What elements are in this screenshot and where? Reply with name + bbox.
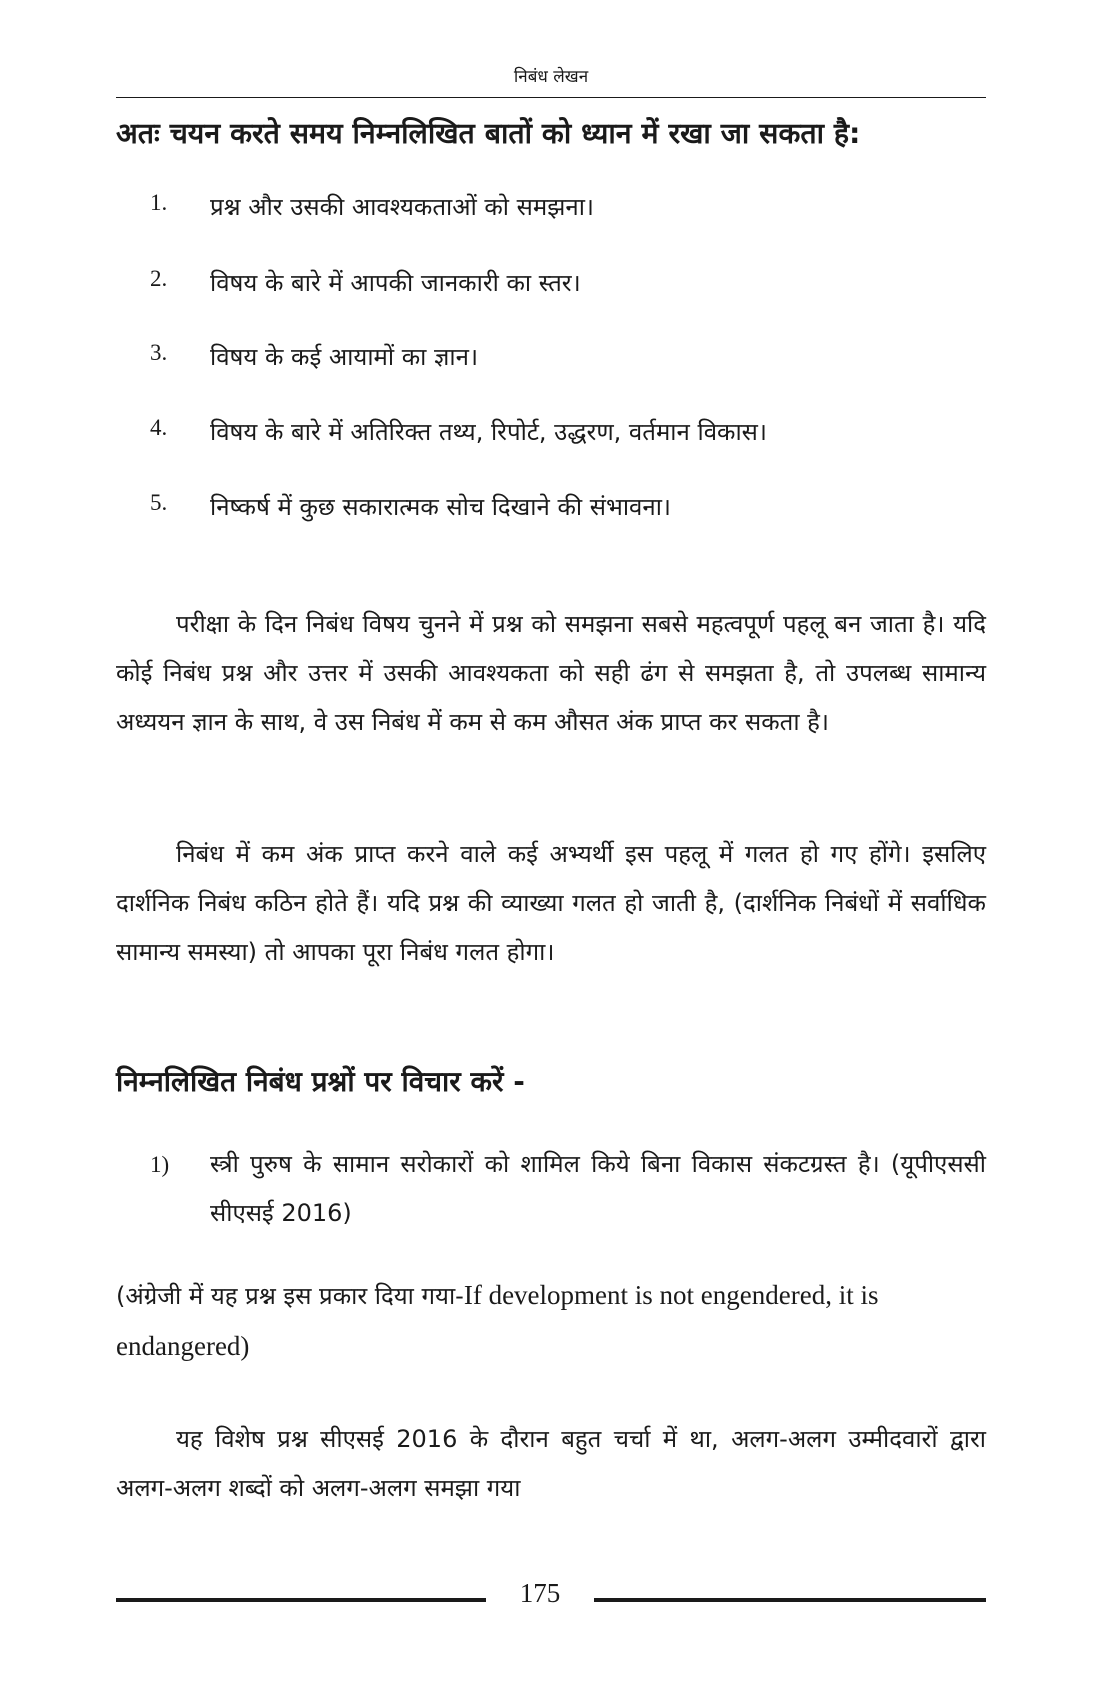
english-version-latin-text: If development is not engendered, it is endangered): [116, 1280, 879, 1361]
list-number: 3.: [150, 340, 168, 365]
running-head: निबंध लेखन: [513, 67, 589, 87]
question-text: स्त्री पुरुष के सामान सरोकारों को शामिल किये बिना विकास संकटग्रस्त है। (यूपीएससी सीएसई 2016): [210, 1150, 986, 1227]
header-rule: [116, 97, 986, 98]
paragraph-low-marks: निबंध में कम अंक प्राप्त करने वाले कई अभ्यर्थी इस पहलू में गलत हो गए होंगे। इसलिए दार्शनिक निबंध कठिन होते हैं। यदि प्रश्न की व्याख्या गलत हो जाती है, (दार्शनिक निबंधों में सर्वाधिक सामान्य समस्या) तो आपका पूरा निबंध गलत होगा।: [116, 840, 986, 966]
book-page: [116, 0, 986, 1693]
footer-rule-left: [116, 1598, 486, 1602]
list-text: विषय के बारे में आपकी जानकारी का स्तर।: [210, 269, 581, 297]
list-text: प्रश्न और उसकी आवश्यकताओं को समझना।: [210, 193, 595, 221]
paragraph-cse-discussion: यह विशेष प्रश्न सीएसई 2016 के दौरान बहुत चर्चा में था, अलग-अलग उम्मीदवारों द्वारा अलग-अलग शब्दों को अलग-अलग समझा गया: [116, 1425, 986, 1502]
list-number: 5.: [150, 490, 168, 515]
section-heading-consider-questions: निम्नलिखित निबंध प्रश्नों पर विचार करें -: [116, 1065, 525, 1098]
paragraph-english-version: [116, 1270, 916, 1372]
paragraph-understanding-question: परीक्षा के दिन निबंध विषय चुनने में प्रश्न को समझना सबसे महत्वपूर्ण पहलू बन जाता है। यदि कोई निबंध प्रश्न और उत्तर में उसकी आवश्यकता को सही ढंग से समझता है, तो उपलब्ध सामान्य अध्ययन ज्ञान के साथ, वे उस निबंध में कम से कम औसत अंक प्राप्त कर सकता है।: [116, 610, 986, 736]
list-text: निष्कर्ष में कुछ सकारात्मक सोच दिखाने की संभावना।: [210, 493, 672, 521]
question-number: 1): [150, 1152, 170, 1177]
section-heading-selection: अतः चयन करते समय निम्नलिखित बातों को ध्यान में रखा जा सकता है:: [116, 117, 861, 150]
footer-rule-right: [594, 1598, 986, 1602]
list-number: 1.: [150, 190, 168, 215]
list-text: विषय के बारे में अतिरिक्त तथ्य, रिपोर्ट, उद्धरण, वर्तमान विकास।: [210, 418, 768, 446]
list-number: 2.: [150, 266, 168, 291]
page-number: 175: [519, 1578, 561, 1608]
list-text: विषय के कई आयामों का ज्ञान।: [210, 343, 479, 371]
english-version-hindi-text: (अंग्रेजी में यह प्रश्न इस प्रकार दिया गया-: [116, 1282, 464, 1310]
list-number: 4.: [150, 415, 168, 440]
